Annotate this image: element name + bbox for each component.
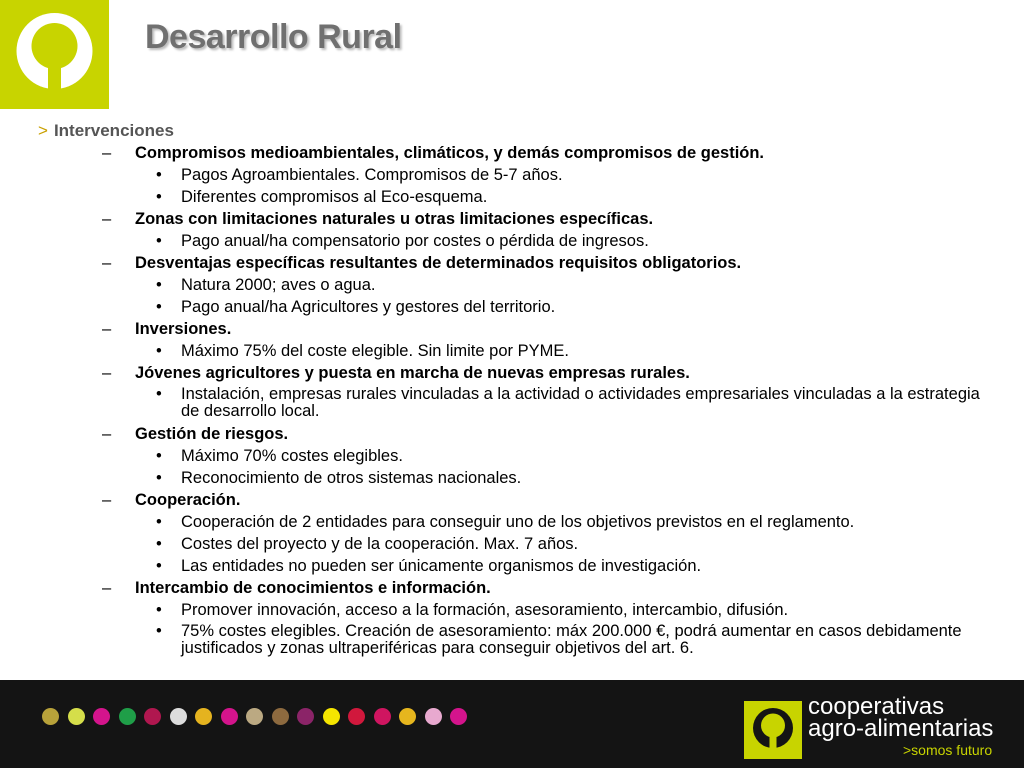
color-dot bbox=[297, 708, 314, 725]
bullet-icon: • bbox=[156, 166, 162, 184]
bullet-text: Máximo 70% costes elegibles. bbox=[181, 447, 403, 465]
dash-marker: – bbox=[102, 210, 112, 228]
color-dot bbox=[221, 708, 238, 725]
color-dot bbox=[425, 708, 442, 725]
color-dot bbox=[195, 708, 212, 725]
bullet-text: Las entidades no pueden ser únicamente organismos de investigación. bbox=[181, 557, 702, 575]
intervention-heading-text: Compromisos medioambientales, climáticos, y demás compromisos de gestión. bbox=[135, 144, 765, 162]
color-dot bbox=[42, 708, 59, 725]
intervention-heading-text: Zonas con limitaciones naturales u otras limitaciones específicas. bbox=[135, 210, 654, 228]
bullet-text: Diferentes compromisos al Eco-esquema. bbox=[181, 188, 488, 206]
brand-name-line2: agro-alimentarias bbox=[808, 715, 994, 742]
bullet-icon: • bbox=[156, 342, 162, 360]
brand-name-line1: cooperativas bbox=[808, 693, 945, 720]
dash-marker: – bbox=[102, 579, 112, 597]
brand-logo bbox=[0, 0, 109, 109]
bullet-icon: • bbox=[156, 232, 162, 250]
intervention-heading-text: Jóvenes agricultores y puesta en marcha de nuevas empresas rurales. bbox=[135, 364, 690, 382]
bullet-item bbox=[38, 274, 988, 296]
dash-marker: – bbox=[102, 364, 112, 382]
bullet-icon: • bbox=[156, 276, 162, 294]
color-dot bbox=[170, 708, 187, 725]
brand-tagline: >somos futuro bbox=[903, 742, 993, 758]
bullet-icon: • bbox=[156, 513, 162, 531]
bullet-icon: • bbox=[156, 557, 162, 575]
intervention-heading-text: Gestión de riesgos. bbox=[135, 425, 289, 443]
dash-marker: – bbox=[102, 320, 112, 338]
bullet-text: Natura 2000; aves o agua. bbox=[181, 276, 376, 294]
intervention-heading bbox=[38, 142, 988, 164]
chevron-right-icon: > bbox=[38, 121, 48, 140]
bullet-text: 75% costes elegibles. Creación de asesoramiento: máx 200.000 €, podrá aumentar en casos debidamente justificados y zonas ultraperiféricas para conseguir objetivos del art. 6. bbox=[181, 622, 962, 657]
bullet-item bbox=[38, 186, 988, 208]
bullet-item bbox=[38, 555, 988, 577]
bullet-item bbox=[38, 511, 988, 533]
bullet-icon: • bbox=[156, 447, 162, 465]
bullet-text: Instalación, empresas rurales vinculadas a la actividad o actividades empresariales vinculadas a la estrategia de desarrollo local. bbox=[181, 385, 980, 420]
color-dot bbox=[450, 708, 467, 725]
footer-bar bbox=[0, 680, 1024, 768]
bullet-text: Promover innovación, acceso a la formación, asesoramiento, intercambio, difusión. bbox=[181, 601, 789, 619]
bullet-icon: • bbox=[156, 535, 162, 553]
bullet-item bbox=[38, 621, 988, 660]
color-dot bbox=[323, 708, 340, 725]
intervention-heading bbox=[38, 208, 988, 230]
bullet-item bbox=[38, 384, 988, 423]
bullet-item bbox=[38, 467, 988, 489]
intervention-heading bbox=[38, 577, 988, 599]
bullet-icon: • bbox=[156, 622, 162, 640]
section-heading bbox=[38, 120, 988, 142]
color-dot bbox=[246, 708, 263, 725]
bullet-icon: • bbox=[156, 385, 162, 403]
bullet-icon: • bbox=[156, 601, 162, 619]
dash-marker: – bbox=[102, 491, 112, 509]
intervention-list bbox=[38, 142, 988, 660]
color-dot bbox=[399, 708, 416, 725]
intervention-heading-text: Cooperación. bbox=[135, 491, 241, 509]
footer-logo-icon bbox=[744, 701, 802, 759]
intervention-heading bbox=[38, 423, 988, 445]
color-dot bbox=[272, 708, 289, 725]
color-dot bbox=[374, 708, 391, 725]
bullet-text: Costes del proyecto y de la cooperación. Max. 7 años. bbox=[181, 535, 579, 553]
page-title: Desarrollo Rural bbox=[145, 18, 402, 56]
bullet-text: Cooperación de 2 entidades para conseguir uno de los objetivos previstos en el reglamento. bbox=[181, 513, 855, 531]
intervention-heading bbox=[38, 362, 988, 384]
intervention-heading-text: Inversiones. bbox=[135, 320, 232, 338]
intervention-heading bbox=[38, 489, 988, 511]
color-dot bbox=[119, 708, 136, 725]
color-dots bbox=[42, 708, 476, 725]
bullet-item bbox=[38, 533, 988, 555]
bullet-text: Pago anual/ha compensatorio por costes o pérdida de ingresos. bbox=[181, 232, 649, 250]
dash-marker: – bbox=[102, 254, 112, 272]
bullet-text: Pago anual/ha Agricultores y gestores del territorio. bbox=[181, 298, 556, 316]
color-dot bbox=[348, 708, 365, 725]
intervention-heading-text: Desventajas específicas resultantes de determinados requisitos obligatorios. bbox=[135, 254, 742, 272]
bullet-text: Máximo 75% del coste elegible. Sin limite por PYME. bbox=[181, 342, 569, 360]
intervention-heading bbox=[38, 252, 988, 274]
bullet-text: Reconocimiento de otros sistemas nacionales. bbox=[181, 469, 522, 487]
bullet-icon: • bbox=[156, 469, 162, 487]
intervention-heading bbox=[38, 318, 988, 340]
section-label: Intervenciones bbox=[53, 121, 174, 140]
bullet-icon: • bbox=[156, 188, 162, 206]
bullet-item bbox=[38, 230, 988, 252]
bullet-item bbox=[38, 296, 988, 318]
bullet-icon: • bbox=[156, 298, 162, 316]
slide-content bbox=[38, 120, 988, 660]
bullet-item bbox=[38, 599, 988, 621]
bullet-item bbox=[38, 164, 988, 186]
dash-marker: – bbox=[102, 425, 112, 443]
color-dot bbox=[93, 708, 110, 725]
color-dot bbox=[144, 708, 161, 725]
bullet-item bbox=[38, 445, 988, 467]
intervention-heading-text: Intercambio de conocimientos e información. bbox=[135, 579, 491, 597]
color-dot bbox=[68, 708, 85, 725]
dash-marker: – bbox=[102, 144, 112, 162]
bullet-item bbox=[38, 340, 988, 362]
bullet-text: Pagos Agroambientales. Compromisos de 5-7 años. bbox=[181, 166, 563, 184]
